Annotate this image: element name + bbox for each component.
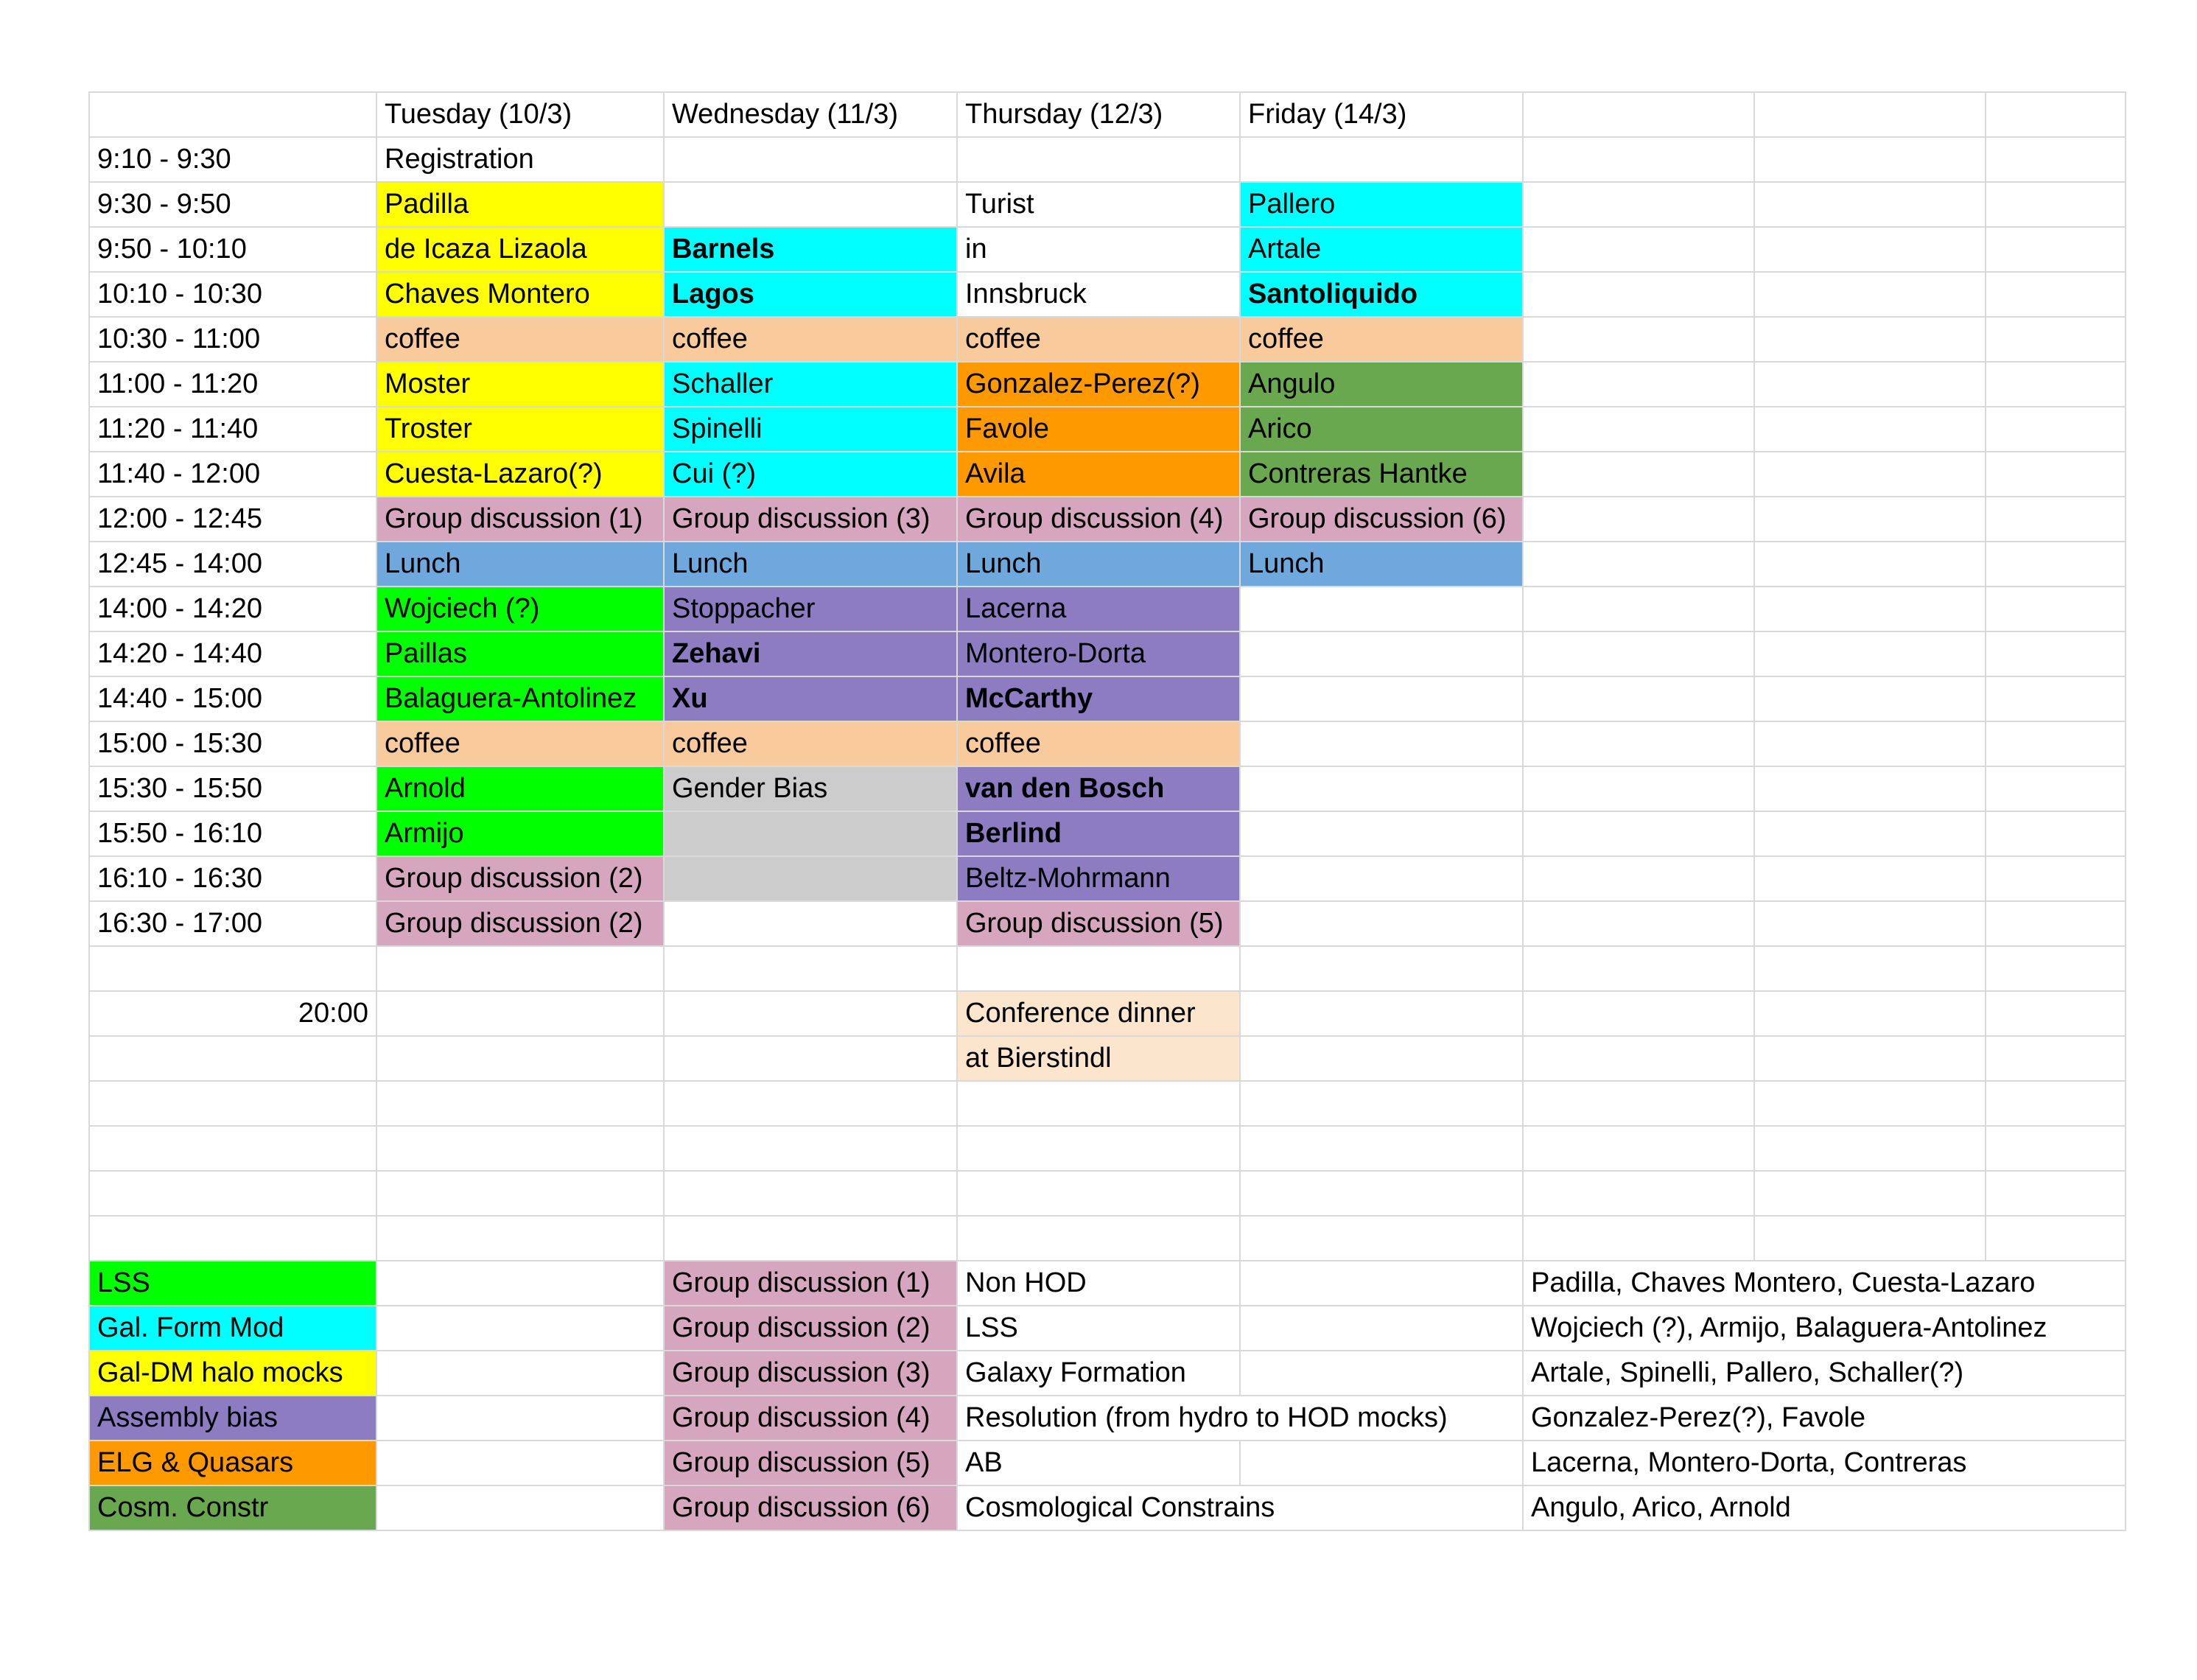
empty-cell[interactable]: [1986, 1216, 2126, 1261]
empty-cell[interactable]: [89, 1126, 376, 1171]
empty-cell[interactable]: [1240, 1081, 1523, 1126]
empty-cell[interactable]: [1754, 1126, 1986, 1171]
session-cell[interactable]: Spinelli: [664, 407, 957, 452]
schedule-row: [89, 856, 2126, 901]
empty-cell[interactable]: [1523, 1126, 1754, 1171]
time-slot[interactable]: 11:00 - 11:20: [89, 362, 376, 407]
empty-cell[interactable]: [1240, 1126, 1523, 1171]
empty-cell[interactable]: [1986, 1171, 2126, 1216]
empty-cell[interactable]: [376, 1171, 664, 1216]
schedule-row: [89, 452, 2126, 497]
empty-cell[interactable]: [1986, 766, 2126, 811]
session-cell[interactable]: Group discussion (6): [1240, 497, 1523, 542]
schedule-spreadsheet: [88, 91, 2126, 1531]
empty-cell[interactable]: [664, 946, 957, 991]
empty-cell[interactable]: [1986, 631, 2126, 676]
empty-cell[interactable]: [1240, 1036, 1523, 1081]
empty-cell[interactable]: [1523, 407, 1754, 452]
empty-cell[interactable]: [1240, 991, 1523, 1036]
empty-cell[interactable]: [664, 991, 957, 1036]
legend-subject[interactable]: Resolution (from hydro to HOD mocks): [957, 1396, 1523, 1441]
empty-cell[interactable]: [1754, 227, 1986, 272]
session-cell[interactable]: Lunch: [957, 542, 1240, 587]
empty-cell[interactable]: [1754, 856, 1986, 901]
empty-cell[interactable]: [376, 946, 664, 991]
empty-cell[interactable]: [1986, 227, 2126, 272]
session-cell[interactable]: [957, 137, 1240, 182]
schedule-row: [89, 811, 2126, 856]
empty-cell[interactable]: [1523, 1216, 1754, 1261]
empty-cell[interactable]: [376, 1261, 664, 1306]
time-slot[interactable]: 16:10 - 16:30: [89, 856, 376, 901]
session-cell[interactable]: Padilla: [376, 182, 664, 227]
empty-cell[interactable]: [1240, 1216, 1523, 1261]
day-header-wednesday[interactable]: Wednesday (11/3): [664, 92, 957, 137]
empty-cell[interactable]: [1986, 991, 2126, 1036]
schedule-row: [89, 721, 2126, 766]
empty-cell[interactable]: [1986, 452, 2126, 497]
empty-cell[interactable]: [957, 1081, 1240, 1126]
empty-cell[interactable]: [1523, 317, 1754, 362]
empty-cell[interactable]: [1523, 631, 1754, 676]
empty-cell[interactable]: [1986, 587, 2126, 631]
empty-cell[interactable]: [1754, 991, 1986, 1036]
empty-cell[interactable]: [376, 1036, 664, 1081]
empty-cell[interactable]: [1523, 1171, 1754, 1216]
session-cell[interactable]: [1240, 901, 1523, 946]
empty-cell[interactable]: [957, 1216, 1240, 1261]
header-row: [89, 92, 2126, 137]
empty-cell[interactable]: [376, 1396, 664, 1441]
session-cell[interactable]: Berlind: [957, 811, 1240, 856]
empty-cell[interactable]: [1986, 1081, 2126, 1126]
session-cell[interactable]: Balaguera-Antolinez: [376, 676, 664, 721]
session-cell[interactable]: [664, 811, 957, 856]
session-cell[interactable]: Barnels: [664, 227, 957, 272]
session-cell[interactable]: Favole: [957, 407, 1240, 452]
session-cell[interactable]: Beltz-Mohrmann: [957, 856, 1240, 901]
session-cell[interactable]: [1240, 721, 1523, 766]
legend-topic[interactable]: Assembly bias: [89, 1396, 376, 1441]
time-slot[interactable]: 15:00 - 15:30: [89, 721, 376, 766]
empty-cell[interactable]: [664, 1171, 957, 1216]
empty-cell[interactable]: [89, 946, 376, 991]
schedule-row: [89, 542, 2126, 587]
legend-row: [89, 1351, 2126, 1396]
empty-cell[interactable]: [89, 1171, 376, 1216]
session-cell[interactable]: de Icaza Lizaola: [376, 227, 664, 272]
empty-cell[interactable]: [1754, 811, 1986, 856]
empty-cell[interactable]: [1240, 1306, 1523, 1351]
time-slot[interactable]: 10:10 - 10:30: [89, 272, 376, 317]
session-cell[interactable]: Group discussion (3): [664, 497, 957, 542]
empty-row: [89, 1216, 2126, 1261]
empty-row: [89, 1081, 2126, 1126]
empty-cell[interactable]: [376, 1216, 664, 1261]
session-cell[interactable]: Innsbruck: [957, 272, 1240, 317]
empty-cell[interactable]: [1986, 92, 2126, 137]
session-cell[interactable]: [1240, 856, 1523, 901]
schedule-row: [89, 362, 2126, 407]
schedule-row: [89, 766, 2126, 811]
session-cell[interactable]: Registration: [376, 137, 664, 182]
legend-subject[interactable]: Galaxy Formation: [957, 1351, 1240, 1396]
dinner-label[interactable]: Conference dinner: [957, 991, 1240, 1036]
empty-cell[interactable]: [376, 1306, 664, 1351]
empty-cell[interactable]: [1986, 317, 2126, 362]
schedule-row: [89, 227, 2126, 272]
empty-cell[interactable]: [1754, 497, 1986, 542]
session-cell[interactable]: Lagos: [664, 272, 957, 317]
empty-cell[interactable]: [1754, 362, 1986, 407]
legend-topic[interactable]: Gal-DM halo mocks: [89, 1351, 376, 1396]
empty-cell[interactable]: [1523, 1036, 1754, 1081]
session-cell[interactable]: Gender Bias: [664, 766, 957, 811]
empty-cell[interactable]: [1523, 227, 1754, 272]
schedule-row: [89, 407, 2126, 452]
session-cell[interactable]: Gonzalez-Perez(?): [957, 362, 1240, 407]
empty-cell[interactable]: [89, 1036, 376, 1081]
empty-cell[interactable]: [1754, 407, 1986, 452]
session-cell[interactable]: Cui (?): [664, 452, 957, 497]
empty-cell[interactable]: [957, 946, 1240, 991]
session-cell[interactable]: coffee: [957, 317, 1240, 362]
legend-members[interactable]: Angulo, Arico, Arnold: [1523, 1485, 2126, 1530]
empty-cell[interactable]: [1754, 317, 1986, 362]
dinner-row: [89, 1036, 2126, 1081]
cell-corner[interactable]: [89, 92, 376, 137]
day-header-tuesday[interactable]: Tuesday (10/3): [376, 92, 664, 137]
empty-cell[interactable]: [1754, 1081, 1986, 1126]
empty-cell[interactable]: [1240, 1261, 1523, 1306]
empty-cell[interactable]: [1754, 272, 1986, 317]
schedule-row: [89, 272, 2126, 317]
time-slot[interactable]: 12:45 - 14:00: [89, 542, 376, 587]
session-cell[interactable]: [664, 856, 957, 901]
empty-cell[interactable]: [376, 1485, 664, 1530]
empty-cell[interactable]: [376, 1126, 664, 1171]
session-cell[interactable]: Group discussion (5): [957, 901, 1240, 946]
time-slot[interactable]: 11:20 - 11:40: [89, 407, 376, 452]
legend-row: [89, 1306, 2126, 1351]
session-cell[interactable]: coffee: [664, 317, 957, 362]
empty-cell[interactable]: [957, 1126, 1240, 1171]
session-cell[interactable]: Stoppacher: [664, 587, 957, 631]
legend-group[interactable]: Group discussion (4): [664, 1396, 957, 1441]
session-cell[interactable]: Arnold: [376, 766, 664, 811]
empty-row: [89, 1171, 2126, 1216]
session-cell[interactable]: Group discussion (2): [376, 856, 664, 901]
dinner-venue[interactable]: at Bierstindl: [957, 1036, 1240, 1081]
session-cell[interactable]: Armijo: [376, 811, 664, 856]
schedule-row: [89, 182, 2126, 227]
legend-topic[interactable]: LSS: [89, 1261, 376, 1306]
legend-row: [89, 1441, 2126, 1485]
time-slot[interactable]: 14:40 - 15:00: [89, 676, 376, 721]
empty-cell[interactable]: [376, 991, 664, 1036]
empty-cell[interactable]: [1523, 137, 1754, 182]
legend-subject[interactable]: LSS: [957, 1306, 1240, 1351]
empty-cell[interactable]: [1754, 1036, 1986, 1081]
session-cell[interactable]: Chaves Montero: [376, 272, 664, 317]
empty-cell[interactable]: [1523, 991, 1754, 1036]
session-cell[interactable]: [1240, 587, 1523, 631]
legend-row: [89, 1485, 2126, 1530]
empty-cell[interactable]: [89, 1216, 376, 1261]
time-slot[interactable]: 11:40 - 12:00: [89, 452, 376, 497]
dinner-row: [89, 991, 2126, 1036]
session-cell[interactable]: Troster: [376, 407, 664, 452]
legend-group[interactable]: Group discussion (1): [664, 1261, 957, 1306]
time-slot[interactable]: 9:50 - 10:10: [89, 227, 376, 272]
empty-cell[interactable]: [1986, 676, 2126, 721]
empty-cell[interactable]: [1523, 676, 1754, 721]
session-cell[interactable]: [664, 137, 957, 182]
session-cell[interactable]: Zehavi: [664, 631, 957, 676]
empty-cell[interactable]: [1240, 1171, 1523, 1216]
empty-cell[interactable]: [664, 1126, 957, 1171]
empty-cell[interactable]: [1523, 721, 1754, 766]
empty-cell[interactable]: [1523, 497, 1754, 542]
empty-cell[interactable]: [1523, 946, 1754, 991]
empty-cell[interactable]: [1754, 1171, 1986, 1216]
empty-cell[interactable]: [1986, 272, 2126, 317]
empty-cell[interactable]: [1986, 1126, 2126, 1171]
empty-cell[interactable]: [1240, 1441, 1523, 1485]
session-cell[interactable]: Group discussion (2): [376, 901, 664, 946]
empty-cell[interactable]: [1754, 1216, 1986, 1261]
empty-cell[interactable]: [1986, 901, 2126, 946]
session-cell[interactable]: Artale: [1240, 227, 1523, 272]
empty-cell[interactable]: [1754, 92, 1986, 137]
empty-cell[interactable]: [1986, 1036, 2126, 1081]
session-cell[interactable]: in: [957, 227, 1240, 272]
legend-members[interactable]: Artale, Spinelli, Pallero, Schaller(?): [1523, 1351, 2126, 1396]
time-slot[interactable]: 14:00 - 14:20: [89, 587, 376, 631]
session-cell[interactable]: McCarthy: [957, 676, 1240, 721]
session-cell[interactable]: coffee: [664, 721, 957, 766]
empty-cell[interactable]: [664, 1036, 957, 1081]
empty-cell[interactable]: [1754, 946, 1986, 991]
session-cell[interactable]: Schaller: [664, 362, 957, 407]
session-cell[interactable]: coffee: [376, 721, 664, 766]
empty-cell[interactable]: [1240, 946, 1523, 991]
schedule-row: [89, 587, 2126, 631]
empty-cell[interactable]: [1754, 452, 1986, 497]
legend-group[interactable]: Group discussion (2): [664, 1306, 957, 1351]
time-slot[interactable]: 9:10 - 9:30: [89, 137, 376, 182]
time-slot[interactable]: 15:30 - 15:50: [89, 766, 376, 811]
empty-cell[interactable]: [1523, 452, 1754, 497]
session-cell[interactable]: [664, 901, 957, 946]
empty-cell[interactable]: [1986, 497, 2126, 542]
empty-cell[interactable]: [1523, 587, 1754, 631]
legend-group[interactable]: Group discussion (6): [664, 1485, 957, 1530]
empty-cell[interactable]: [1523, 272, 1754, 317]
empty-cell[interactable]: [1986, 137, 2126, 182]
session-cell[interactable]: Lunch: [1240, 542, 1523, 587]
empty-cell[interactable]: [1986, 946, 2126, 991]
session-cell[interactable]: Cuesta-Lazaro(?): [376, 452, 664, 497]
schedule-row: [89, 137, 2126, 182]
legend-row: [89, 1396, 2126, 1441]
legend-members[interactable]: Wojciech (?), Armijo, Balaguera-Antolinez: [1523, 1306, 2126, 1351]
empty-cell[interactable]: [1523, 901, 1754, 946]
legend-group[interactable]: Group discussion (5): [664, 1441, 957, 1485]
day-header-friday[interactable]: Friday (14/3): [1240, 92, 1523, 137]
dinner-time[interactable]: 20:00: [89, 991, 376, 1036]
empty-cell[interactable]: [1986, 182, 2126, 227]
legend-group[interactable]: Group discussion (3): [664, 1351, 957, 1396]
empty-cell[interactable]: [376, 1441, 664, 1485]
empty-cell[interactable]: [1754, 137, 1986, 182]
session-cell[interactable]: Paillas: [376, 631, 664, 676]
legend-subject[interactable]: AB: [957, 1441, 1240, 1485]
session-cell[interactable]: Contreras Hantke: [1240, 452, 1523, 497]
session-cell[interactable]: Wojciech (?): [376, 587, 664, 631]
empty-cell[interactable]: [1523, 542, 1754, 587]
empty-cell[interactable]: [1754, 676, 1986, 721]
empty-cell[interactable]: [1754, 542, 1986, 587]
session-cell[interactable]: [1240, 676, 1523, 721]
legend-topic[interactable]: ELG & Quasars: [89, 1441, 376, 1485]
empty-cell[interactable]: [1754, 182, 1986, 227]
empty-cell[interactable]: [1986, 542, 2126, 587]
session-cell[interactable]: Group discussion (4): [957, 497, 1240, 542]
session-cell[interactable]: Santoliquido: [1240, 272, 1523, 317]
session-cell[interactable]: coffee: [1240, 317, 1523, 362]
session-cell[interactable]: coffee: [376, 317, 664, 362]
session-cell[interactable]: Montero-Dorta: [957, 631, 1240, 676]
session-cell[interactable]: Group discussion (1): [376, 497, 664, 542]
session-cell[interactable]: [1240, 631, 1523, 676]
session-cell[interactable]: [1240, 766, 1523, 811]
empty-cell[interactable]: [376, 1351, 664, 1396]
session-cell[interactable]: Arico: [1240, 407, 1523, 452]
session-cell[interactable]: Xu: [664, 676, 957, 721]
session-cell[interactable]: Turist: [957, 182, 1240, 227]
empty-cell[interactable]: [1754, 901, 1986, 946]
empty-cell[interactable]: [1754, 587, 1986, 631]
session-cell[interactable]: Lunch: [664, 542, 957, 587]
empty-cell[interactable]: [1986, 721, 2126, 766]
empty-cell[interactable]: [1523, 1081, 1754, 1126]
empty-cell[interactable]: [1754, 766, 1986, 811]
empty-cell[interactable]: [664, 1216, 957, 1261]
empty-cell[interactable]: [1240, 1351, 1523, 1396]
empty-cell[interactable]: [957, 1171, 1240, 1216]
legend-members[interactable]: Gonzalez-Perez(?), Favole: [1523, 1396, 2126, 1441]
schedule-row: [89, 317, 2126, 362]
legend-row: [89, 1261, 2126, 1306]
session-cell[interactable]: coffee: [957, 721, 1240, 766]
empty-cell[interactable]: [1754, 631, 1986, 676]
empty-cell[interactable]: [1523, 811, 1754, 856]
empty-cell[interactable]: [1523, 182, 1754, 227]
time-slot[interactable]: 12:00 - 12:45: [89, 497, 376, 542]
empty-row: [89, 946, 2126, 991]
legend-members[interactable]: Lacerna, Montero-Dorta, Contreras: [1523, 1441, 2126, 1485]
schedule-row: [89, 497, 2126, 542]
schedule-row: [89, 901, 2126, 946]
legend-members[interactable]: Padilla, Chaves Montero, Cuesta-Lazaro: [1523, 1261, 2126, 1306]
session-cell[interactable]: Pallero: [1240, 182, 1523, 227]
empty-cell[interactable]: [1523, 362, 1754, 407]
empty-cell[interactable]: [1986, 856, 2126, 901]
legend-subject[interactable]: Non HOD: [957, 1261, 1240, 1306]
empty-cell[interactable]: [1523, 856, 1754, 901]
legend-topic[interactable]: Gal. Form Mod: [89, 1306, 376, 1351]
time-slot[interactable]: 9:30 - 9:50: [89, 182, 376, 227]
time-slot[interactable]: 16:30 - 17:00: [89, 901, 376, 946]
empty-cell[interactable]: [1986, 811, 2126, 856]
empty-cell[interactable]: [1754, 721, 1986, 766]
time-slot[interactable]: 14:20 - 14:40: [89, 631, 376, 676]
time-slot[interactable]: 15:50 - 16:10: [89, 811, 376, 856]
empty-cell[interactable]: [1523, 766, 1754, 811]
session-cell[interactable]: [1240, 137, 1523, 182]
session-cell[interactable]: [1240, 811, 1523, 856]
session-cell[interactable]: Lacerna: [957, 587, 1240, 631]
legend-topic[interactable]: Cosm. Constr: [89, 1485, 376, 1530]
schedule-row: [89, 676, 2126, 721]
day-header-thursday[interactable]: Thursday (12/3): [957, 92, 1240, 137]
session-cell[interactable]: Moster: [376, 362, 664, 407]
session-cell[interactable]: van den Bosch: [957, 766, 1240, 811]
empty-cell[interactable]: [1986, 362, 2126, 407]
empty-cell[interactable]: [664, 1081, 957, 1126]
empty-row: [89, 1126, 2126, 1171]
empty-cell[interactable]: [1986, 407, 2126, 452]
empty-cell[interactable]: [89, 1081, 376, 1126]
time-slot[interactable]: 10:30 - 11:00: [89, 317, 376, 362]
session-cell[interactable]: [664, 182, 957, 227]
session-cell[interactable]: Avila: [957, 452, 1240, 497]
session-cell[interactable]: Lunch: [376, 542, 664, 587]
empty-cell[interactable]: [376, 1081, 664, 1126]
schedule-row: [89, 631, 2126, 676]
legend-subject[interactable]: Cosmological Constrains: [957, 1485, 1523, 1530]
session-cell[interactable]: Angulo: [1240, 362, 1523, 407]
empty-cell[interactable]: [1523, 92, 1754, 137]
